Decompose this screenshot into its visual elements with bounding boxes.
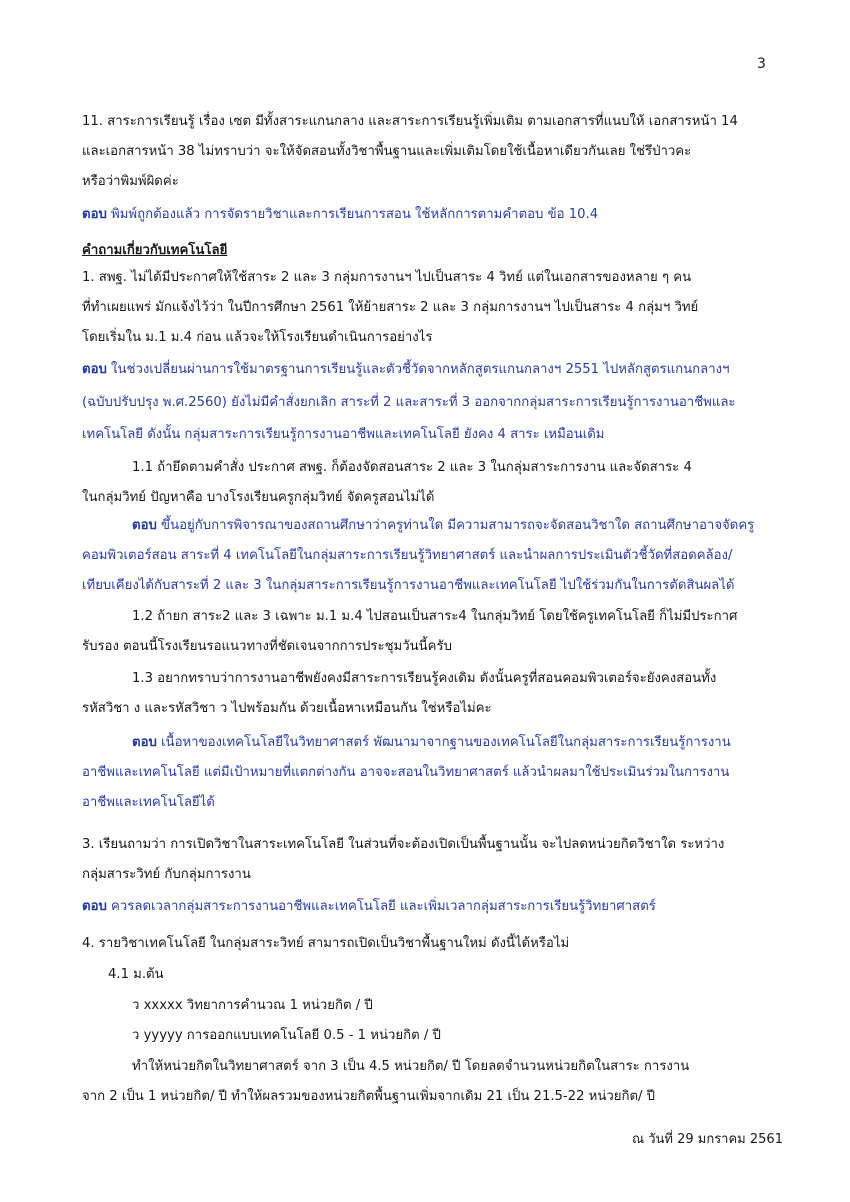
question-11-line-3: หรือว่าพิมพ์ผิดค่ะ [82, 174, 179, 189]
section-heading-technology: คำถามเกี่ยวกับเทคโนโลยี [82, 243, 228, 258]
answer-text: เนื้อหาของเทคโนโลยีในวิทยาศาสตร์ พัฒนามาจากฐานของเทคโนโลยีในกลุ่มสาระการเรียนรู้การงาน [156, 735, 731, 750]
answer-1-3-line-3: อาชีพและเทคโนโลยีได้ [82, 795, 215, 810]
question-4-course-1: ว xxxxx วิทยาการคำนวณ 1 หน่วยกิต / ปี [132, 998, 373, 1013]
answer-label: ตอบ [82, 362, 107, 377]
answer-text: ขึ้นอยู่กับการพิจารณาของสถานศึกษาว่าครูท่านใด มีความสามารถจะจัดสอนวิชาใด สถานศึกษาอาจจัดครู [156, 518, 755, 533]
question-3-line-1: 3. เรียนถามว่า การเปิดวิชาในสาระเทคโนโลยี ในส่วนที่จะต้องเปิดเป็นพื้นฐานนั้น จะไปลดหน่วยกิตวิชาใด ระหว่าง [82, 837, 725, 852]
answer-text: พิมพ์ถูกต้องแล้ว การจัดรายวิชาและการเรียนการสอน ใช้หลักการตามคำตอบ ข้อ 10.4 [106, 207, 599, 222]
answer-1-line-2: (ฉบับปรับปรุง พ.ศ.2560) ยังไม่มีคำสั่งยกเลิก สาระที่ 2 และสาระที่ 3 ออกจากกลุ่มสาระการเรียนรู้การงานอาชีพและ [82, 395, 736, 410]
question-4-sub-4-1: 4.1 ม.ต้น [108, 967, 164, 982]
question-1-3-line-1: 1.3 อยากทราบว่าการงานอาชีพยังคงมีสาระการเรียนรู้คงเดิม ดังนั้นครูที่สอนคอมพิวเตอร์จะยังคงสอนทั้ง [132, 671, 717, 686]
answer-label: ตอบ [82, 207, 107, 222]
question-1-line-1: 1. สพฐ. ไม่ได้มีประกาศให้ใช้สาระ 2 และ 3 กลุ่มการงานฯ ไปเป็นสาระ 4 วิทย์ แต่ในเอกสารของหลาย ๆ คน [82, 270, 692, 285]
question-11-line-2: และเอกสารหน้า 38 ไม่ทราบว่า จะให้จัดสอนทั้งวิชาพื้นฐานและเพิ่มเติมโดยใช้เนื้อหาเดียวกันเลย ใช่รึป่าวคะ [82, 144, 692, 159]
question-1-line-3: โดยเริ่มใน ม.1 ม.4 ก่อน แล้วจะให้โรงเรียนดำเนินการอย่างไร [82, 330, 433, 345]
question-11-line-1: 11. สาระการเรียนรู้ เรื่อง เซต มีทั้งสาระแกนกลาง และสาระการเรียนรู้เพิ่มเติม ตามเอกสารที่แนบให้ เอกสารหน้า 14 [82, 114, 738, 129]
page-number: 3 [757, 56, 766, 72]
answer-label: ตอบ [132, 518, 157, 533]
answer-1-line-3: เทคโนโลยี ดังนั้น กลุ่มสาระการเรียนรู้การงานอาชีพและเทคโนโลยี ยังคง 4 สาระ เหมือนเดิม [82, 427, 605, 442]
answer-text: ควรลดเวลากลุ่มสาระการงานอาชีพและเทคโนโลยี และเพิ่มเวลากลุ่มสาระการเรียนรู้วิทยาศาสตร์ [106, 899, 656, 914]
answer-1-3-line-1 [132, 734, 731, 752]
question-1-line-2: ที่ทำเผยแพร่ มักแจ้งไว้ว่า ในปีการศึกษา 2561 ให้ย้ายสาระ 2 และ 3 กลุ่มการงานฯ ไปเป็นสาระ 4 กลุ่มฯ วิทย์ [82, 300, 699, 315]
answer-1-1-line-2: คอมพิวเตอร์สอน สาระที่ 4 เทคโนโลยีในกลุ่มสาระการเรียนรู้วิทยาศาสตร์ และนำผลการประเมินตัวชี้วัดที่สอดคล้อง/ [82, 548, 733, 563]
answer-label: ตอบ [132, 735, 157, 750]
answer-1-3-line-2: อาชีพและเทคโนโลยี แต่มีเป้าหมายที่แตกต่างกัน อาจจะสอนในวิทยาศาสตร์ แล้วนำผลมาใช้ประเมินร่วมในการงาน [82, 765, 730, 780]
answer-1-1-line-1 [132, 517, 754, 535]
answer-3 [82, 898, 656, 916]
answer-11 [82, 206, 598, 224]
question-4-line-1: 4. รายวิชาเทคโนโลยี ในกลุ่มสาระวิทย์ สามารถเปิดเป็นวิชาพื้นฐานใหม่ ดังนี้ได้หรือไม่ [82, 936, 570, 951]
question-3-line-2: กลุ่มสาระวิทย์ กับกลุ่มการงาน [82, 867, 251, 882]
question-4-note-line-2: จาก 2 เป็น 1 หน่วยกิต/ ปี ทำให้ผลรวมของหน่วยกิตพื้นฐานเพิ่มจากเดิม 21 เป็น 21.5-22 หน่วยกิต/ ปี [82, 1089, 656, 1104]
question-1-1-line-2: ในกลุ่มวิทย์ ปัญหาคือ บางโรงเรียนครูกลุ่มวิทย์ จัดครูสอนไม่ได้ [82, 490, 435, 505]
question-1-3-line-2: รหัสวิชา ง และรหัสวิชา ว ไปพร้อมกัน ด้วยเนื้อหาเหมือนกัน ใช่หรือไม่คะ [82, 701, 492, 716]
answer-label: ตอบ [82, 899, 107, 914]
answer-1-line-1 [82, 361, 730, 379]
question-1-2-line-2: รับรอง ตอนนี้โรงเรียนรอแนวทางที่ชัดเจนจากการประชุมวันนี้ครับ [82, 639, 452, 654]
answer-text: ในช่วงเปลี่ยนผ่านการใช้มาตรฐานการเรียนรู้และตัวชี้วัดจากหลักสูตรแกนกลางฯ 2551 ไปหลักสูตรแกนกลางฯ [106, 362, 730, 377]
document-date: ณ วันที่ 29 มกราคม 2561 [632, 1132, 783, 1147]
question-4-note-line-1: ทำให้หน่วยกิตในวิทยาศาสตร์ จาก 3 เป็น 4.5 หน่วยกิต/ ปี โดยลดจำนวนหน่วยกิตในสาระ การงาน [132, 1059, 690, 1074]
answer-1-1-line-3: เทียบเคียงได้กับสาระที่ 2 และ 3 ในกลุ่มสาระการเรียนรู้การงานอาชีพและเทคโนโลยี ไปใช้ร่วมกันในการตัดสินผลได้ [82, 578, 735, 593]
question-1-1-line-1: 1.1 ถ้ายึดตามคำสั่ง ประกาศ สพฐ. ก็ต้องจัดสอนสาระ 2 และ 3 ในกลุ่มสาระการงาน และจัดสาระ 4 [132, 460, 692, 475]
question-1-2-line-1: 1.2 ถ้ายก สาระ2 และ 3 เฉพาะ ม.1 ม.4 ไปสอนเป็นสาระ4 ในกลุ่มวิทย์ โดยใช้ครูเทคโนโลยี ก็ไม่มีประกาศ [132, 609, 738, 624]
question-4-course-2: ว yyyyy การออกแบบเทคโนโลยี 0.5 - 1 หน่วยกิต / ปี [132, 1028, 441, 1043]
